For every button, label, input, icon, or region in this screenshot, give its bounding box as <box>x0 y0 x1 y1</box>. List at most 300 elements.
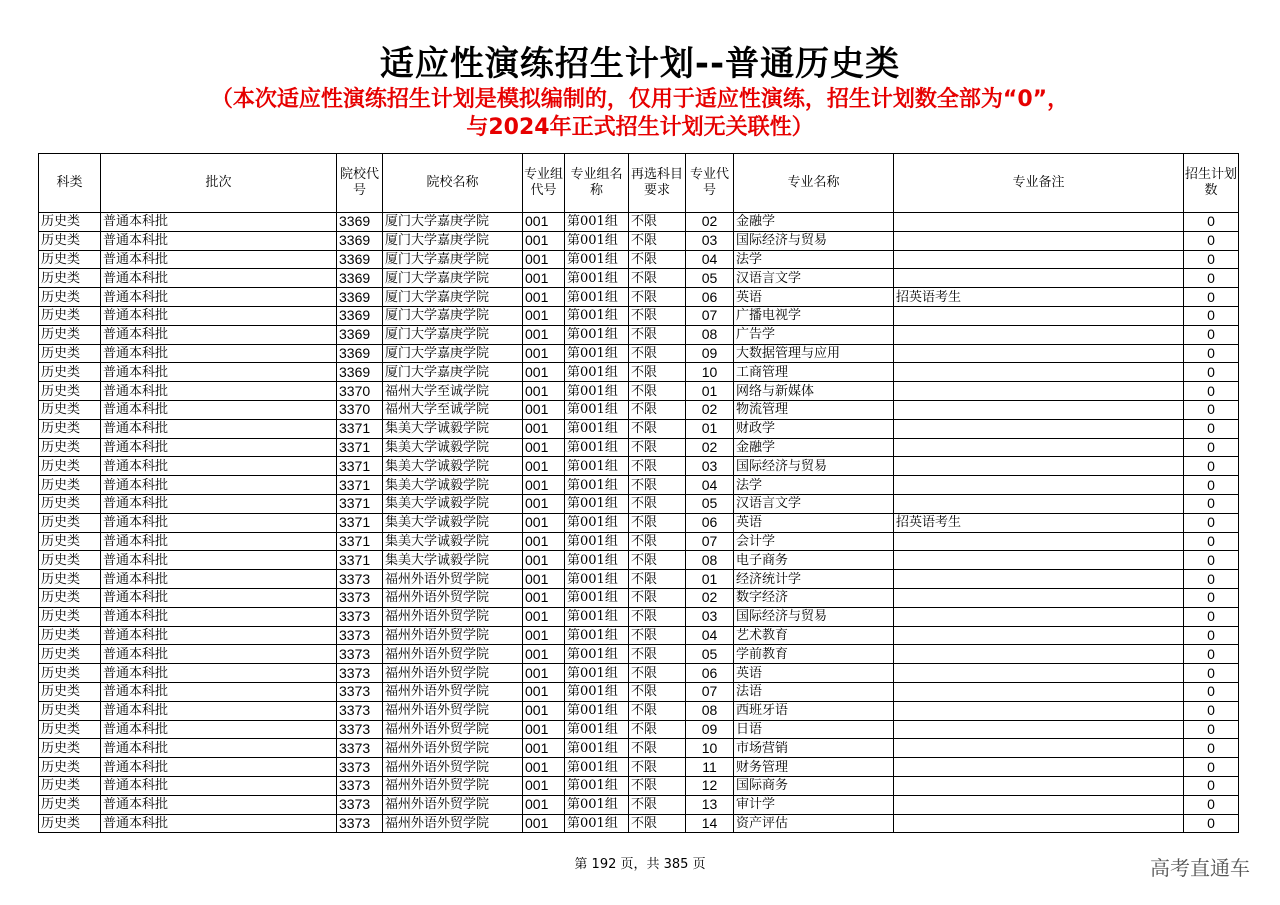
cell-plan-count: 0 <box>1184 231 1239 250</box>
cell-group-name: 第001组 <box>565 701 629 720</box>
cell-group-name: 第001组 <box>565 419 629 438</box>
brand-watermark: 高考直通车 <box>1150 856 1250 880</box>
header-batch: 批次 <box>101 154 337 213</box>
cell-school-name: 福州外语外贸学院 <box>383 720 523 739</box>
cell-school-code: 3371 <box>337 457 383 476</box>
cell-school-name: 厦门大学嘉庚学院 <box>383 231 523 250</box>
cell-major-code: 14 <box>686 814 734 833</box>
cell-subject-requirement: 不限 <box>629 607 686 626</box>
cell-major-name: 金融学 <box>734 438 894 457</box>
enrollment-plan-table <box>38 153 1239 833</box>
table-row <box>39 325 1239 344</box>
cell-major-code: 04 <box>686 250 734 269</box>
cell-group-code: 001 <box>523 570 565 589</box>
cell-group-code: 001 <box>523 551 565 570</box>
cell-remark: 招英语考生 <box>894 288 1184 307</box>
cell-category: 历史类 <box>39 739 101 758</box>
cell-plan-count: 0 <box>1184 419 1239 438</box>
cell-school-name: 集美大学诚毅学院 <box>383 476 523 495</box>
cell-subject-requirement: 不限 <box>629 400 686 419</box>
cell-school-name: 集美大学诚毅学院 <box>383 532 523 551</box>
header-major-code: 专业代号 <box>686 154 734 213</box>
cell-group-name: 第001组 <box>565 720 629 739</box>
cell-plan-count: 0 <box>1184 213 1239 232</box>
header-remark: 专业备注 <box>894 154 1184 213</box>
cell-remark <box>894 701 1184 720</box>
cell-school-name: 福州大学至诚学院 <box>383 400 523 419</box>
cell-group-code: 001 <box>523 288 565 307</box>
table-row <box>39 457 1239 476</box>
cell-subject-requirement: 不限 <box>629 344 686 363</box>
cell-category: 历史类 <box>39 400 101 419</box>
cell-major-name: 数字经济 <box>734 588 894 607</box>
cell-major-code: 06 <box>686 513 734 532</box>
cell-group-name: 第001组 <box>565 758 629 777</box>
cell-school-name: 福州外语外贸学院 <box>383 795 523 814</box>
cell-plan-count: 0 <box>1184 776 1239 795</box>
cell-plan-count: 0 <box>1184 758 1239 777</box>
cell-major-name: 电子商务 <box>734 551 894 570</box>
cell-subject-requirement: 不限 <box>629 570 686 589</box>
cell-remark <box>894 400 1184 419</box>
cell-group-code: 001 <box>523 626 565 645</box>
cell-major-name: 国际经济与贸易 <box>734 607 894 626</box>
cell-major-code: 02 <box>686 213 734 232</box>
cell-group-name: 第001组 <box>565 476 629 495</box>
cell-major-code: 08 <box>686 551 734 570</box>
table-row <box>39 476 1239 495</box>
cell-school-code: 3371 <box>337 419 383 438</box>
cell-group-code: 001 <box>523 494 565 513</box>
cell-major-code: 06 <box>686 288 734 307</box>
cell-school-code: 3371 <box>337 532 383 551</box>
cell-major-code: 03 <box>686 231 734 250</box>
cell-batch: 普通本科批 <box>101 382 337 401</box>
cell-batch: 普通本科批 <box>101 626 337 645</box>
cell-major-name: 艺术教育 <box>734 626 894 645</box>
table-row <box>39 494 1239 513</box>
cell-major-code: 09 <box>686 720 734 739</box>
cell-major-name: 审计学 <box>734 795 894 814</box>
cell-major-code: 03 <box>686 457 734 476</box>
cell-group-code: 001 <box>523 645 565 664</box>
cell-batch: 普通本科批 <box>101 306 337 325</box>
cell-plan-count: 0 <box>1184 626 1239 645</box>
cell-group-name: 第001组 <box>565 551 629 570</box>
cell-batch: 普通本科批 <box>101 814 337 833</box>
cell-batch: 普通本科批 <box>101 570 337 589</box>
cell-major-code: 09 <box>686 344 734 363</box>
cell-remark <box>894 814 1184 833</box>
cell-subject-requirement: 不限 <box>629 551 686 570</box>
cell-major-name: 资产评估 <box>734 814 894 833</box>
cell-batch: 普通本科批 <box>101 758 337 777</box>
cell-group-name: 第001组 <box>565 231 629 250</box>
cell-group-name: 第001组 <box>565 400 629 419</box>
cell-batch: 普通本科批 <box>101 213 337 232</box>
cell-remark <box>894 269 1184 288</box>
cell-school-code: 3369 <box>337 231 383 250</box>
table-row <box>39 532 1239 551</box>
page-title: 适应性演练招生计划--普通历史类 <box>379 44 901 84</box>
table-row <box>39 306 1239 325</box>
cell-subject-requirement: 不限 <box>629 739 686 758</box>
cell-plan-count: 0 <box>1184 494 1239 513</box>
cell-group-code: 001 <box>523 363 565 382</box>
header-group-name: 专业组名称 <box>565 154 629 213</box>
cell-group-code: 001 <box>523 457 565 476</box>
cell-group-name: 第001组 <box>565 645 629 664</box>
cell-group-name: 第001组 <box>565 363 629 382</box>
cell-group-name: 第001组 <box>565 269 629 288</box>
cell-plan-count: 0 <box>1184 645 1239 664</box>
cell-major-name: 汉语言文学 <box>734 494 894 513</box>
cell-school-name: 福州外语外贸学院 <box>383 814 523 833</box>
table-row <box>39 344 1239 363</box>
cell-batch: 普通本科批 <box>101 682 337 701</box>
table-row <box>39 776 1239 795</box>
cell-school-name: 集美大学诚毅学院 <box>383 419 523 438</box>
cell-school-name: 集美大学诚毅学院 <box>383 438 523 457</box>
cell-plan-count: 0 <box>1184 682 1239 701</box>
cell-school-name: 集美大学诚毅学院 <box>383 513 523 532</box>
table-row <box>39 814 1239 833</box>
cell-school-name: 集美大学诚毅学院 <box>383 457 523 476</box>
cell-remark <box>894 344 1184 363</box>
cell-major-code: 05 <box>686 645 734 664</box>
cell-batch: 普通本科批 <box>101 325 337 344</box>
table-row <box>39 250 1239 269</box>
cell-group-code: 001 <box>523 306 565 325</box>
cell-group-name: 第001组 <box>565 494 629 513</box>
cell-batch: 普通本科批 <box>101 438 337 457</box>
cell-school-code: 3369 <box>337 363 383 382</box>
cell-plan-count: 0 <box>1184 382 1239 401</box>
cell-group-code: 001 <box>523 438 565 457</box>
cell-group-name: 第001组 <box>565 438 629 457</box>
cell-major-code: 11 <box>686 758 734 777</box>
table-row <box>39 419 1239 438</box>
cell-school-name: 厦门大学嘉庚学院 <box>383 250 523 269</box>
cell-category: 历史类 <box>39 532 101 551</box>
cell-group-name: 第001组 <box>565 814 629 833</box>
table-row <box>39 758 1239 777</box>
cell-group-name: 第001组 <box>565 306 629 325</box>
cell-plan-count: 0 <box>1184 570 1239 589</box>
cell-category: 历史类 <box>39 476 101 495</box>
cell-school-code: 3373 <box>337 645 383 664</box>
cell-major-name: 工商管理 <box>734 363 894 382</box>
cell-major-name: 法学 <box>734 476 894 495</box>
cell-group-name: 第001组 <box>565 382 629 401</box>
cell-category: 历史类 <box>39 570 101 589</box>
cell-school-code: 3373 <box>337 607 383 626</box>
cell-batch: 普通本科批 <box>101 288 337 307</box>
cell-major-code: 01 <box>686 570 734 589</box>
cell-school-name: 福州外语外贸学院 <box>383 701 523 720</box>
cell-major-name: 经济统计学 <box>734 570 894 589</box>
cell-category: 历史类 <box>39 382 101 401</box>
table-row <box>39 382 1239 401</box>
table-body <box>39 213 1239 833</box>
table-row <box>39 664 1239 683</box>
cell-batch: 普通本科批 <box>101 400 337 419</box>
cell-batch: 普通本科批 <box>101 739 337 758</box>
cell-plan-count: 0 <box>1184 400 1239 419</box>
cell-remark <box>894 664 1184 683</box>
cell-school-code: 3373 <box>337 664 383 683</box>
cell-major-code: 01 <box>686 382 734 401</box>
cell-subject-requirement: 不限 <box>629 664 686 683</box>
cell-subject-requirement: 不限 <box>629 758 686 777</box>
cell-major-name: 学前教育 <box>734 645 894 664</box>
cell-remark <box>894 645 1184 664</box>
cell-school-name: 福州外语外贸学院 <box>383 664 523 683</box>
cell-remark <box>894 213 1184 232</box>
cell-major-code: 01 <box>686 419 734 438</box>
cell-group-code: 001 <box>523 776 565 795</box>
table-row <box>39 288 1239 307</box>
cell-category: 历史类 <box>39 231 101 250</box>
cell-plan-count: 0 <box>1184 551 1239 570</box>
cell-school-code: 3371 <box>337 513 383 532</box>
cell-group-code: 001 <box>523 325 565 344</box>
cell-category: 历史类 <box>39 494 101 513</box>
cell-batch: 普通本科批 <box>101 645 337 664</box>
cell-remark: 招英语考生 <box>894 513 1184 532</box>
cell-major-code: 05 <box>686 494 734 513</box>
cell-remark <box>894 776 1184 795</box>
cell-school-code: 3373 <box>337 776 383 795</box>
cell-school-name: 厦门大学嘉庚学院 <box>383 269 523 288</box>
cell-subject-requirement: 不限 <box>629 269 686 288</box>
cell-group-code: 001 <box>523 231 565 250</box>
cell-major-code: 13 <box>686 795 734 814</box>
cell-group-name: 第001组 <box>565 795 629 814</box>
cell-school-code: 3371 <box>337 476 383 495</box>
cell-category: 历史类 <box>39 795 101 814</box>
cell-batch: 普通本科批 <box>101 551 337 570</box>
cell-group-code: 001 <box>523 419 565 438</box>
cell-remark <box>894 325 1184 344</box>
cell-remark <box>894 438 1184 457</box>
cell-school-code: 3373 <box>337 720 383 739</box>
cell-plan-count: 0 <box>1184 664 1239 683</box>
cell-group-name: 第001组 <box>565 664 629 683</box>
table-row <box>39 213 1239 232</box>
cell-major-code: 07 <box>686 306 734 325</box>
cell-major-name: 广播电视学 <box>734 306 894 325</box>
cell-batch: 普通本科批 <box>101 494 337 513</box>
cell-category: 历史类 <box>39 626 101 645</box>
cell-remark <box>894 570 1184 589</box>
cell-group-code: 001 <box>523 476 565 495</box>
cell-category: 历史类 <box>39 513 101 532</box>
table-row <box>39 607 1239 626</box>
cell-major-name: 财务管理 <box>734 758 894 777</box>
cell-group-name: 第001组 <box>565 532 629 551</box>
cell-school-code: 3369 <box>337 325 383 344</box>
table-row <box>39 588 1239 607</box>
cell-plan-count: 0 <box>1184 588 1239 607</box>
cell-school-code: 3373 <box>337 701 383 720</box>
cell-category: 历史类 <box>39 438 101 457</box>
cell-school-name: 厦门大学嘉庚学院 <box>383 213 523 232</box>
cell-plan-count: 0 <box>1184 306 1239 325</box>
cell-school-name: 福州外语外贸学院 <box>383 776 523 795</box>
cell-subject-requirement: 不限 <box>629 795 686 814</box>
cell-remark <box>894 551 1184 570</box>
cell-subject-requirement: 不限 <box>629 776 686 795</box>
cell-category: 历史类 <box>39 344 101 363</box>
cell-major-name: 英语 <box>734 513 894 532</box>
cell-batch: 普通本科批 <box>101 457 337 476</box>
cell-school-name: 厦门大学嘉庚学院 <box>383 344 523 363</box>
cell-batch: 普通本科批 <box>101 532 337 551</box>
cell-subject-requirement: 不限 <box>629 701 686 720</box>
table-row <box>39 645 1239 664</box>
notice-line-1: （本次适应性演练招生计划是模拟编制的，仅用于适应性演练，招生计划数全部为“0”， <box>210 87 1070 112</box>
cell-subject-requirement: 不限 <box>629 363 686 382</box>
cell-school-name: 福州大学至诚学院 <box>383 382 523 401</box>
cell-major-code: 07 <box>686 682 734 701</box>
cell-category: 历史类 <box>39 701 101 720</box>
cell-plan-count: 0 <box>1184 344 1239 363</box>
cell-school-code: 3369 <box>337 344 383 363</box>
cell-category: 历史类 <box>39 269 101 288</box>
cell-plan-count: 0 <box>1184 532 1239 551</box>
cell-remark <box>894 494 1184 513</box>
cell-group-name: 第001组 <box>565 626 629 645</box>
cell-major-name: 国际经济与贸易 <box>734 231 894 250</box>
cell-school-name: 福州外语外贸学院 <box>383 570 523 589</box>
cell-group-name: 第001组 <box>565 325 629 344</box>
table-row <box>39 438 1239 457</box>
cell-category: 历史类 <box>39 288 101 307</box>
cell-school-code: 3370 <box>337 382 383 401</box>
cell-group-code: 001 <box>523 588 565 607</box>
cell-subject-requirement: 不限 <box>629 250 686 269</box>
cell-subject-requirement: 不限 <box>629 494 686 513</box>
cell-plan-count: 0 <box>1184 513 1239 532</box>
cell-school-code: 3371 <box>337 551 383 570</box>
cell-major-name: 网络与新媒体 <box>734 382 894 401</box>
cell-group-code: 001 <box>523 758 565 777</box>
cell-batch: 普通本科批 <box>101 231 337 250</box>
cell-batch: 普通本科批 <box>101 588 337 607</box>
cell-group-code: 001 <box>523 739 565 758</box>
notice-line-2: 与2024年正式招生计划无关联性） <box>466 115 814 140</box>
cell-group-code: 001 <box>523 269 565 288</box>
cell-category: 历史类 <box>39 682 101 701</box>
cell-school-name: 福州外语外贸学院 <box>383 607 523 626</box>
cell-school-name: 厦门大学嘉庚学院 <box>383 363 523 382</box>
page-number: 第 192 页，共 385 页 <box>574 857 706 872</box>
cell-subject-requirement: 不限 <box>629 213 686 232</box>
cell-group-code: 001 <box>523 513 565 532</box>
cell-major-code: 10 <box>686 739 734 758</box>
cell-plan-count: 0 <box>1184 607 1239 626</box>
cell-batch: 普通本科批 <box>101 664 337 683</box>
cell-batch: 普通本科批 <box>101 720 337 739</box>
cell-group-code: 001 <box>523 701 565 720</box>
cell-major-name: 国际商务 <box>734 776 894 795</box>
cell-remark <box>894 382 1184 401</box>
cell-plan-count: 0 <box>1184 325 1239 344</box>
cell-plan-count: 0 <box>1184 363 1239 382</box>
cell-category: 历史类 <box>39 664 101 683</box>
cell-remark <box>894 532 1184 551</box>
header-school-name: 院校名称 <box>383 154 523 213</box>
cell-group-code: 001 <box>523 720 565 739</box>
cell-subject-requirement: 不限 <box>629 288 686 307</box>
cell-remark <box>894 588 1184 607</box>
cell-subject-requirement: 不限 <box>629 645 686 664</box>
cell-school-name: 福州外语外贸学院 <box>383 682 523 701</box>
cell-school-code: 3369 <box>337 213 383 232</box>
cell-category: 历史类 <box>39 720 101 739</box>
cell-school-code: 3373 <box>337 626 383 645</box>
cell-batch: 普通本科批 <box>101 776 337 795</box>
cell-plan-count: 0 <box>1184 438 1239 457</box>
cell-category: 历史类 <box>39 419 101 438</box>
table-row <box>39 551 1239 570</box>
cell-school-code: 3373 <box>337 588 383 607</box>
cell-subject-requirement: 不限 <box>629 682 686 701</box>
cell-group-code: 001 <box>523 213 565 232</box>
cell-major-code: 12 <box>686 776 734 795</box>
cell-category: 历史类 <box>39 588 101 607</box>
cell-plan-count: 0 <box>1184 250 1239 269</box>
cell-group-code: 001 <box>523 532 565 551</box>
cell-group-name: 第001组 <box>565 588 629 607</box>
cell-subject-requirement: 不限 <box>629 457 686 476</box>
cell-major-code: 04 <box>686 626 734 645</box>
cell-plan-count: 0 <box>1184 269 1239 288</box>
cell-group-code: 001 <box>523 400 565 419</box>
cell-subject-requirement: 不限 <box>629 626 686 645</box>
cell-school-code: 3369 <box>337 288 383 307</box>
cell-group-code: 001 <box>523 250 565 269</box>
cell-major-name: 日语 <box>734 720 894 739</box>
cell-group-name: 第001组 <box>565 344 629 363</box>
cell-school-code: 3369 <box>337 250 383 269</box>
cell-remark <box>894 231 1184 250</box>
cell-school-code: 3373 <box>337 682 383 701</box>
cell-major-name: 会计学 <box>734 532 894 551</box>
cell-category: 历史类 <box>39 363 101 382</box>
cell-major-name: 金融学 <box>734 213 894 232</box>
cell-major-code: 03 <box>686 607 734 626</box>
cell-school-name: 厦门大学嘉庚学院 <box>383 288 523 307</box>
cell-school-code: 3373 <box>337 758 383 777</box>
cell-major-code: 02 <box>686 438 734 457</box>
cell-plan-count: 0 <box>1184 701 1239 720</box>
cell-batch: 普通本科批 <box>101 795 337 814</box>
cell-plan-count: 0 <box>1184 795 1239 814</box>
header-category: 科类 <box>39 154 101 213</box>
cell-school-code: 3369 <box>337 306 383 325</box>
cell-major-code: 06 <box>686 664 734 683</box>
cell-school-name: 福州外语外贸学院 <box>383 626 523 645</box>
cell-category: 历史类 <box>39 814 101 833</box>
cell-major-code: 04 <box>686 476 734 495</box>
table-row <box>39 363 1239 382</box>
cell-remark <box>894 457 1184 476</box>
cell-major-code: 02 <box>686 588 734 607</box>
cell-subject-requirement: 不限 <box>629 532 686 551</box>
cell-major-name: 英语 <box>734 288 894 307</box>
